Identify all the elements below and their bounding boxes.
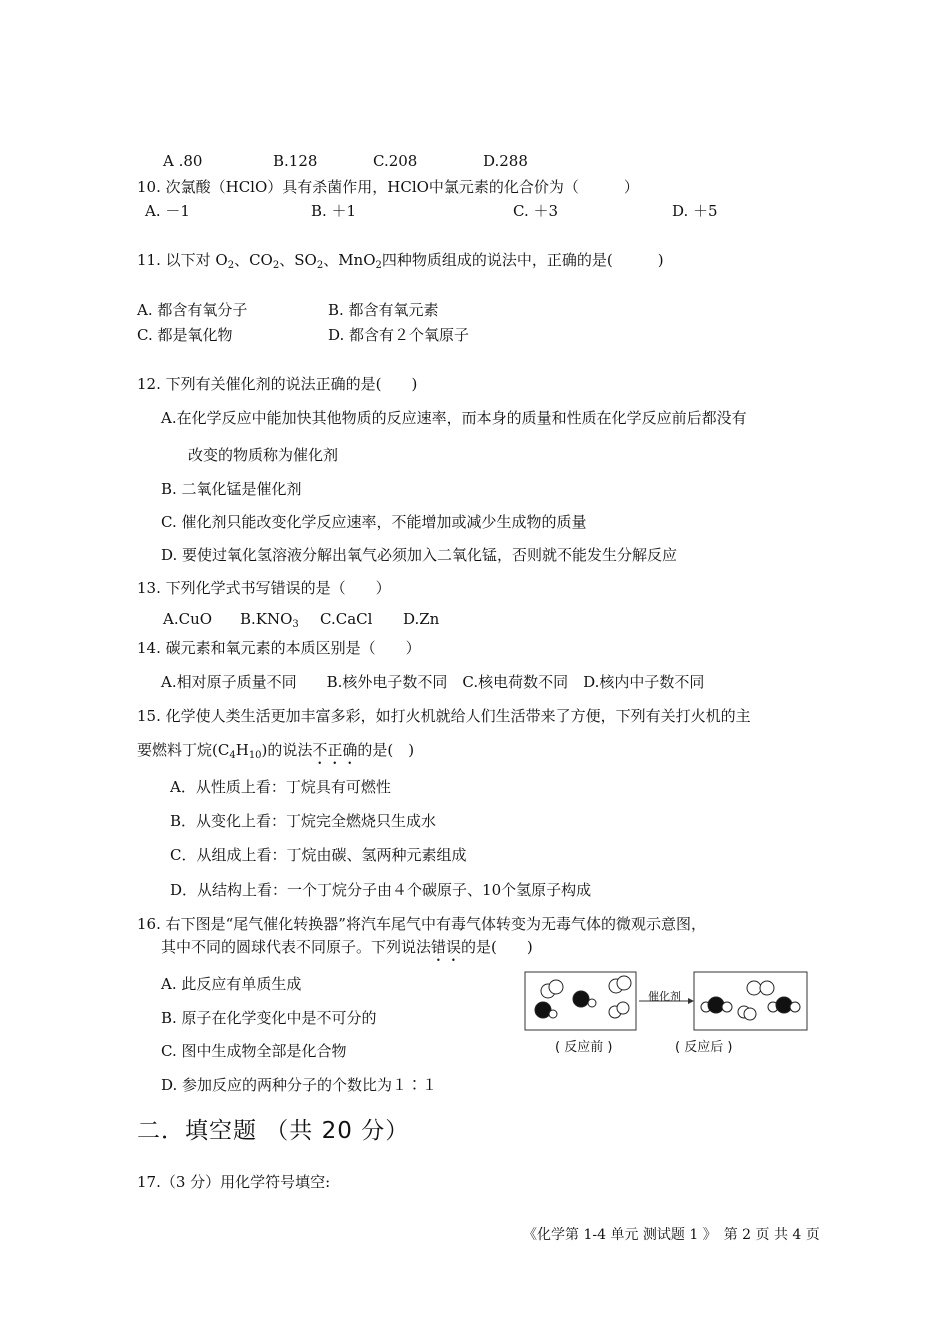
q15-option-b: B．从变化上看：丁烷完全燃烧只生成水	[170, 812, 437, 830]
q16-option-c: C. 图中生成物全部是化合物	[161, 1042, 347, 1060]
q11-option-d: D. 都含有２个氧原子	[328, 326, 470, 344]
q12-option-b: B. 二氧化锰是催化剂	[161, 480, 302, 498]
q11-stem: 11. 以下对 $O_2$、$CO_2$、$SO_2$、MnO$_2$四种物质组成的说法中，正确的是( )	[137, 251, 664, 271]
q9-option-c: C.208	[373, 152, 418, 170]
q9-option-d: D.288	[483, 152, 528, 170]
q10-stem: 10. 次氯酸（HClO）具有杀菌作用，HClO中氯元素的化合价为（ ）	[137, 178, 639, 196]
q15-option-d: D．从结构上看：一个丁烷分子由４个碳原子、10个氢原子构成	[170, 881, 592, 899]
q12-stem: 12. 下列有关催化剂的说法正确的是( )	[137, 375, 418, 393]
before-caption: ( 反应前 )	[555, 1040, 613, 1055]
after-caption: ( 反应后 )	[675, 1040, 733, 1055]
q16-option-b: B. 原子在化学变化中是不可分的	[161, 1009, 377, 1027]
q9-option-b: B.128	[273, 152, 318, 170]
q13-option-a: A.CuO	[163, 610, 213, 628]
q15-stem-line2: 要燃料丁烷$(C_4H_{10})$的说法不正确的是( )	[137, 741, 415, 761]
section-heading: 二．填空题 （共 20 分）	[137, 1118, 410, 1144]
q10-option-c: C. ＋3	[513, 202, 559, 220]
arrow-head	[688, 998, 694, 1004]
q10-option-d: D. ＋5	[672, 202, 718, 220]
q11-option-c: C. 都是氧化物	[137, 326, 233, 344]
q17-stem: 17.（3 分）用化学符号填空:	[137, 1173, 331, 1191]
q9-option-a: A .80	[163, 152, 203, 170]
q10-option-b: B. ＋1	[311, 202, 357, 220]
q13-stem: 13. 下列化学式书写错误的是（ ）	[137, 579, 391, 597]
q12-option-a-line1: A.在化学反应中能加快其他物质的反应速率，而本身的质量和性质在化学反应前后都没有	[161, 409, 747, 427]
q16-stem-line2: 其中不同的圆球代表不同原子。下列说法错误的是( )	[161, 938, 533, 956]
page-footer: 《化学第 1-4 单元 测试题 1 》 第 2 页 共 4 页	[523, 1227, 820, 1243]
q12-option-d: D. 要使过氧化氢溶液分解出氧气必须加入二氧化锰，否则就不能发生分解反应	[161, 546, 678, 564]
q12-option-a-line2: 改变的物质称为催化剂	[188, 446, 339, 464]
q11-option-b: B. 都含有氧元素	[328, 301, 439, 319]
q16-option-d: D. 参加反应的两种分子的个数比为１∶１	[161, 1076, 438, 1094]
q11-option-a: A. 都含有氧分子	[137, 301, 248, 319]
q15-stem-line1: 15. 化学使人类生活更加丰富多彩，如打火机就给人们生活带来了方便，下列有关打火机的主	[137, 707, 751, 725]
q10-option-a: A. －1	[145, 202, 190, 220]
catalyst-label: 催化剂	[648, 990, 681, 1003]
q16-stem-line1: 16. 右下图是“尾气催化转换器”将汽车尾气中有毒气体转变为无毒气体的微观示意图，	[137, 915, 706, 933]
q16-option-a: A. 此反应有单质生成	[161, 975, 302, 993]
q15-option-a: A．从性质上看：丁烷具有可燃性	[170, 778, 391, 796]
q12-option-c: C. 催化剂只能改变化学反应速率，不能增加或减少生成物的质量	[161, 513, 587, 531]
q14-options: A.相对原子质量不同 B.核外电子数不同 C.核电荷数不同 D.核内中子数不同	[161, 673, 705, 691]
q13-option-d: D.Zn	[403, 610, 440, 628]
q14-stem: 14. 碳元素和氧元素的本质区别是（ ）	[137, 639, 421, 657]
q13-option-c: C.CaCl	[320, 610, 373, 628]
q13-option-b: $B.KNO_3$	[240, 610, 299, 630]
q15-option-c: C．从组成上看：丁烷由碳、氢两种元素组成	[170, 846, 467, 864]
